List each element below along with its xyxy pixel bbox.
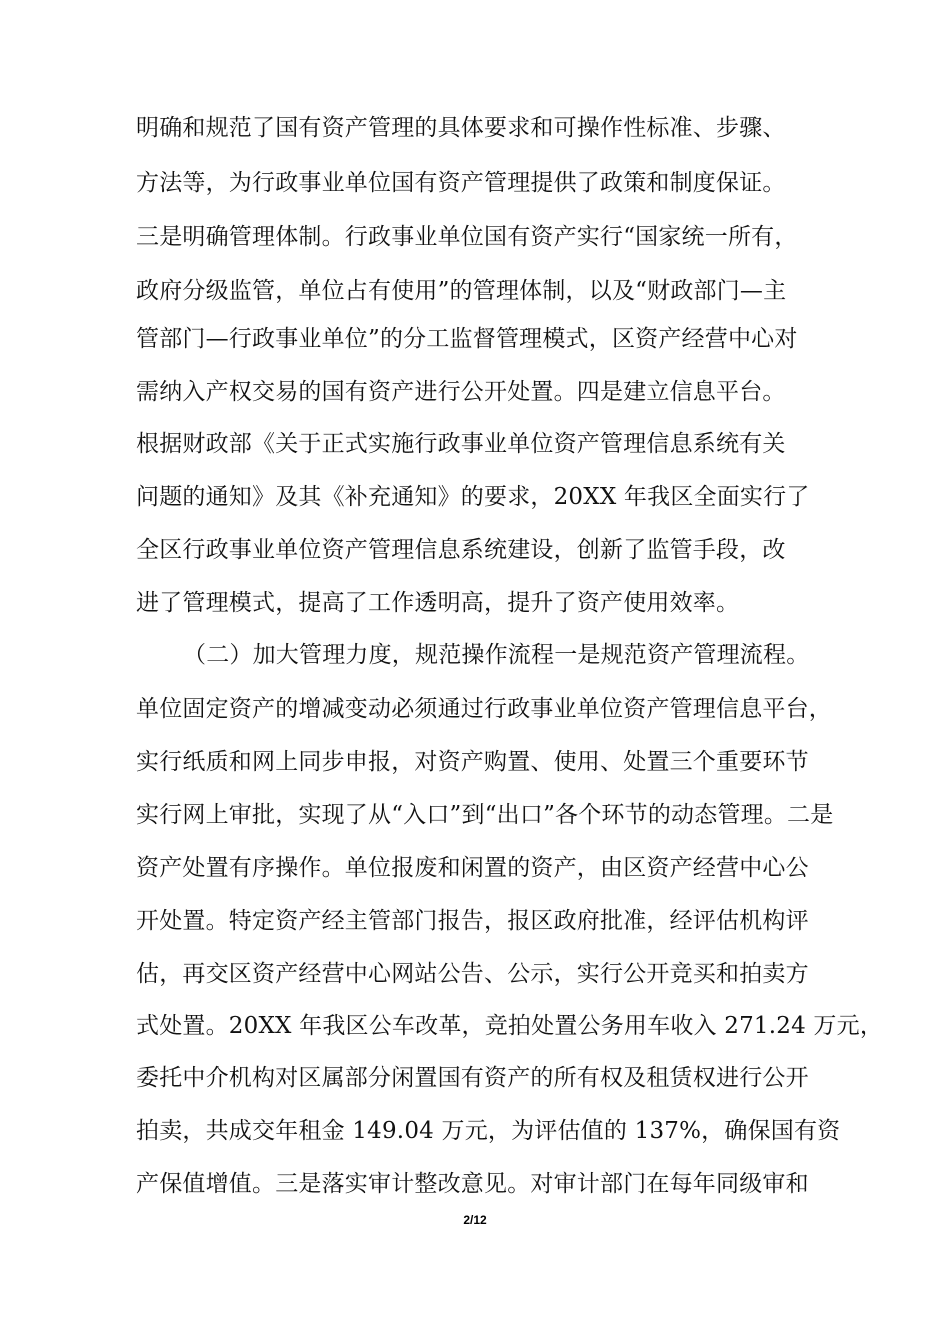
text-line-15: 资产处置有序操作。单位报废和闲置的资产，由区资产经营中心公 [136, 855, 809, 881]
text-line-14: 实行网上审批，实现了从“入口”到“出口”各个环节的动态管理。二是 [136, 802, 834, 828]
text-line-13: 实行纸质和网上同步申报，对资产购置、使用、处置三个重要环节 [136, 749, 809, 775]
text-line-21: 产保值增值。三是落实审计整改意见。对审计部门在每年同级审和 [136, 1171, 809, 1197]
text-line-9: 全区行政事业单位资产管理信息系统建设，创新了监管手段，改 [136, 537, 786, 563]
paragraph-heading-line: （二）加大管理力度，规范操作流程一是规范资产管理流程。 [183, 642, 810, 668]
text-line-19: 委托中介机构对区属部分闲置国有资产的所有权及租赁权进行公开 [136, 1065, 809, 1091]
text-line-4: 政府分级监管，单位占有使用”的管理体制，以及“财政部门—主 [136, 278, 787, 304]
text-line-1: 明确和规范了国有资产管理的具体要求和可操作性标准、步骤、 [136, 115, 786, 141]
text-line-10: 进了管理模式，提高了工作透明高，提升了资产使用效率。 [136, 590, 740, 616]
text-line-16: 开处置。特定资产经主管部门报告，报区政府批准，经评估机构评 [136, 908, 809, 934]
text-line-17: 估，再交区资产经营中心网站公告、公示，实行公开竞买和拍卖方 [136, 961, 809, 987]
text-line-2: 方法等，为行政事业单位国有资产管理提供了政策和制度保证。 [136, 170, 786, 196]
text-line-5: 管部门—行政事业单位”的分工监督管理模式，区资产经营中心对 [136, 326, 798, 352]
text-line-8: 问题的通知》及其《补充通知》的要求，20XX 年我区全面实行了 [136, 484, 810, 510]
text-line-20: 拍卖，共成交年租金 149.04 万元，为评估值的 137%，确保国有资 [136, 1118, 841, 1144]
text-line-7: 根据财政部《关于正式实施行政事业单位资产管理信息系统有关 [136, 431, 786, 457]
text-line-12: 单位固定资产的增减变动必须通过行政事业单位资产管理信息平台， [136, 696, 832, 722]
text-line-18: 式处置。20XX 年我区公车改革，竞拍处置公务用车收入 271.24 万元， [136, 1013, 884, 1039]
text-line-3: 三是明确管理体制。行政事业单位国有资产实行“国家统一所有， [136, 224, 798, 250]
text-line-6: 需纳入产权交易的国有资产进行公开处置。四是建立信息平台。 [136, 379, 786, 405]
page-number: 2/12 [463, 1213, 487, 1227]
